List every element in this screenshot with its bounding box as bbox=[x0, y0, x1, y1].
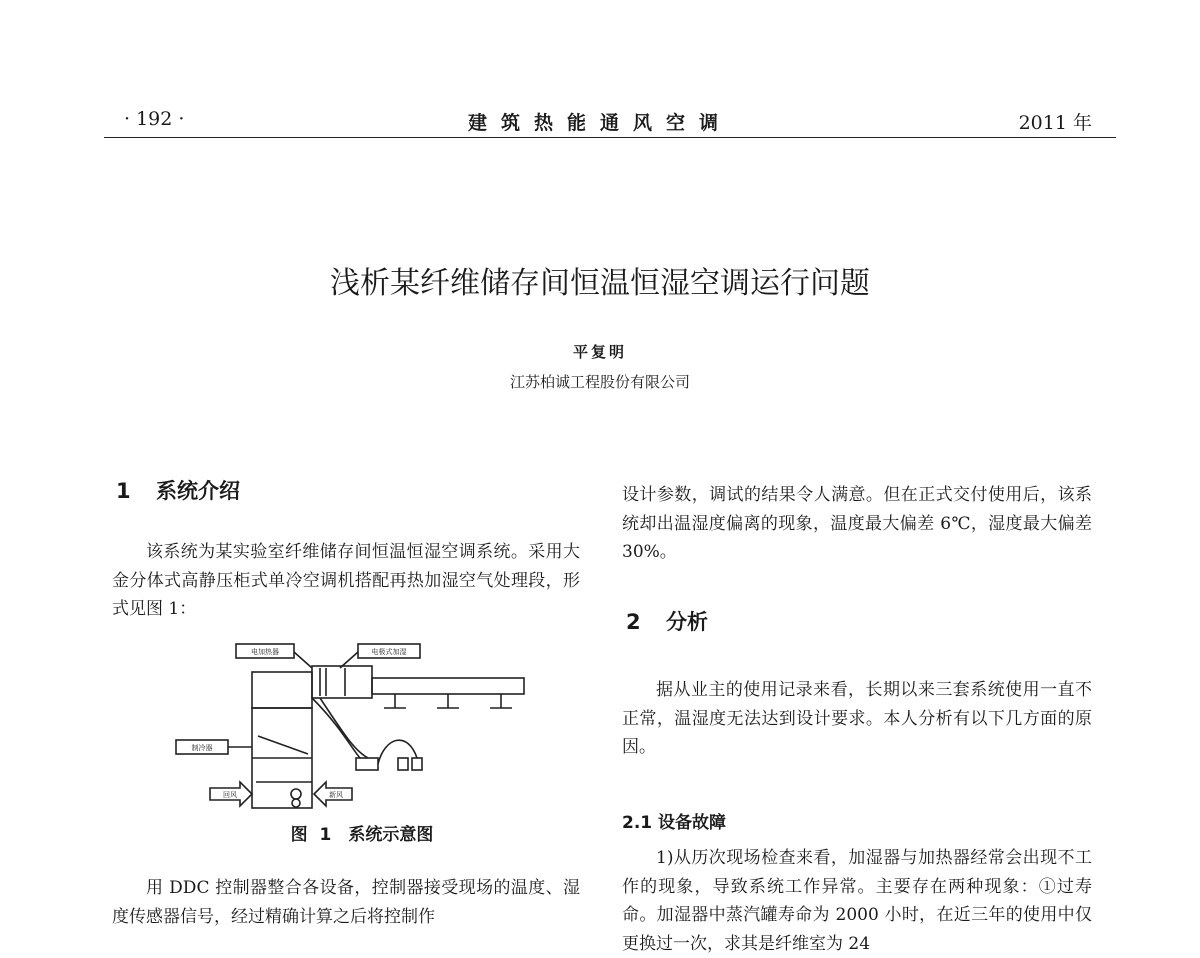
system-diagram bbox=[170, 636, 540, 818]
humidity-sensor bbox=[412, 758, 422, 770]
journal-name: 建筑热能通风空调 bbox=[467, 112, 732, 134]
diagram-top-box bbox=[252, 672, 312, 708]
diagram-label-humidifier: 电极式加湿 bbox=[371, 648, 407, 656]
section-1-title: 系统介绍 bbox=[156, 479, 240, 503]
diagram-label-fresh-air: 新风 bbox=[329, 791, 343, 799]
diagram-label-cooler: 制冷器 bbox=[191, 744, 213, 752]
author: 平复明 bbox=[572, 343, 627, 361]
subsection-2-1-heading: 2.1 设备故障 bbox=[622, 813, 727, 833]
section-1-number: 1 bbox=[116, 479, 131, 503]
diagram-supply-duct bbox=[372, 678, 524, 694]
right-paragraph-1: 设计参数，调试的结果令人满意。但在正式交付使用后，该系统却出温湿度偏离的现象，温度最大偏差 6℃，湿度最大偏差 30%。 bbox=[622, 485, 1092, 562]
header-rule bbox=[104, 137, 1116, 138]
issue-year: 2011 年 bbox=[1018, 112, 1092, 134]
diagram-label-return-air: 回风 bbox=[223, 791, 237, 799]
diagram-label-heater: 电加热器 bbox=[251, 648, 279, 656]
figure-1-caption: 图 1 系统示意图 bbox=[290, 825, 434, 845]
right-paragraph-3: 1)从历次现场检查来看，加湿器与加热器经常会出现不工作的现象，导致系统工作异常。主要存在两种现象：①过寿命。加湿器中蒸汽罐寿命为 2000 小时，在近三年的使用中仅更换过一次，求其是纤维室为 24 bbox=[622, 848, 1092, 954]
section-2-number: 2 bbox=[626, 610, 641, 634]
left-paragraph-1: 该系统为某实验室纤维储存间恒温恒湿空调系统。采用大金分体式高静压柜式单冷空调机搭配再热加湿空气处理段，形式见图 1： bbox=[112, 542, 580, 619]
left-paragraph-2: 用 DDC 控制器整合各设备，控制器接受现场的温度、湿度传感器信号，经过精确计算之后将控制作 bbox=[112, 878, 580, 927]
right-paragraph-2: 据从业主的使用记录来看，长期以来三套系统使用一直不正常，温湿度无法达到设计要求。本人分析有以下几方面的原因。 bbox=[622, 680, 1092, 757]
section-2-title: 分析 bbox=[666, 610, 708, 634]
page-number: · 192 · bbox=[124, 108, 185, 130]
affiliation: 江苏柏诚工程股份有限公司 bbox=[509, 373, 690, 391]
ddc-controller bbox=[356, 758, 378, 770]
section-2-heading bbox=[626, 606, 708, 636]
temperature-sensor bbox=[398, 758, 408, 770]
paper-title: 浅析某纤维储存间恒温恒湿空调运行问题 bbox=[330, 266, 870, 301]
fan-icon bbox=[291, 789, 301, 799]
diagram-heater-section bbox=[312, 666, 372, 698]
section-1-heading bbox=[116, 475, 240, 505]
